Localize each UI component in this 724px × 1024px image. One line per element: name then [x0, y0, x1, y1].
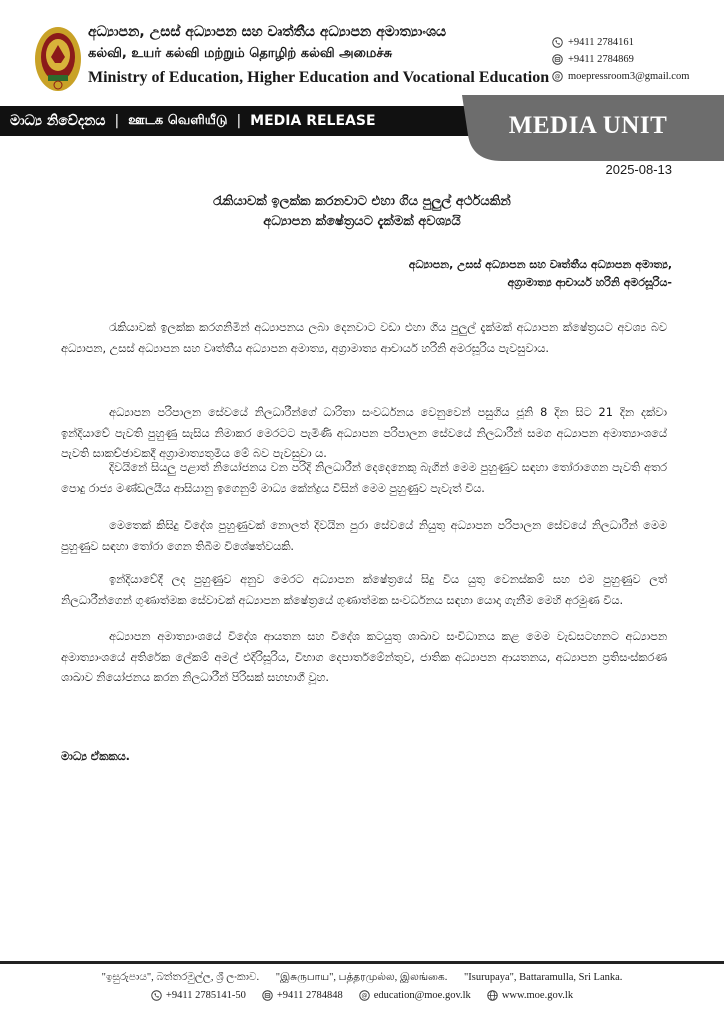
body-paragraph: රැකියාවක් ඉලක්ක කරගනිමින් අධ්‍යාපනය ලබා දෙනවාට වඩා එහා ගිය පුලුල් දැක්මක් අධ්‍යාපන ක්ෂේත්‍රයට අවශ්‍ය බව අධ්‍යාපන, උසස් අධ්‍යාපන සහ වෘත්තීය අධ්‍යාපන අමාත්‍ය, අග්‍රාමාත්‍ය ආචාර්ය හරිනි අමරසූරිය පැවසුවාය. [61, 321, 667, 355]
body-paragraph: අධ්‍යාපන අමාත්‍යාංශයේ විදේශ ආයතන සහ විදේශ කටයුතු ශාඛාව සංවිධානය කළ මෙම වැඩසටහනට අධ්‍යාපන අමාත්‍යාංශයේ අතිරේක ලේකම් අමල් එදිරිසූරිය, විභාග දෙපාර්තමේන්තුව, ජාතික අධ්‍යාපන ආයතනය, අධ්‍යාපන ප්‍රතිසංස්කරණ ශාඛාව නියෝජනය කරන නිලධාරීන් පිරිසක් සහභාගී වූහ. [61, 630, 667, 684]
banner-separator: | [236, 113, 242, 129]
author-line1: අධ්‍යාපන, උසස් අධ්‍යාපන සහ වෘත්තීය අධ්‍යාපන අමාත්‍ය, [408, 258, 672, 271]
release-title-line1: රැකියාවක් ඉලක්ක කරනවාට එහා ගිය පුලුල් අර්ථයකින් [213, 194, 511, 209]
banner-labels [10, 106, 376, 136]
signoff: මාධ්‍ය ඒකකය. [61, 750, 130, 763]
svg-text:@: @ [361, 992, 368, 1000]
fax-icon [552, 54, 563, 65]
release-title-line2: අධ්‍යාපන ක්ෂේත්‍රයට දැක්මක් අවශ්‍යයි [263, 214, 461, 229]
phone-icon [552, 37, 563, 48]
body-paragraph: දිවයිනේ සියලු පළාත් නියෝජනය වන පරිදි නිලධාරීන් දෙදෙනෙකු බැගින් මෙම පුහුණුව සඳහා තෝරාගෙන පැවති අතර පොදු රාජ්‍ය මණ්ඩලයීය ආසියානු ඉගෙනුම් මාධ්‍ය කේන්ද්‍රය විසින් මෙම පුහුණුව පැවැත් විය. [61, 461, 667, 495]
header-email: @ moepressroom3@gmail.com [552, 71, 689, 82]
release-date: 2025-08-13 [605, 162, 672, 177]
footer-address-tamil: "இசுருபாய", பத்தரமுல்ல, இலங்கை. [275, 972, 448, 983]
ministry-name-english: Ministry of Education, Higher Education and Vocational Education [88, 69, 550, 86]
ministry-name-tamil: கல்வி, உயர் கல்வி மற்றும் தொழிற் கல்வி அமைச்சு [88, 46, 393, 61]
national-emblem-icon [33, 25, 83, 93]
footer-phone: +9411 2785141-50 [151, 990, 246, 1001]
letterhead [0, 0, 724, 100]
body-paragraph: ඉන්දියාවේදී ලද පුහුණුව අනුව මෙරට අධ්‍යාපන ක්ෂේත්‍රයේ සිදු විය යුතු වෙනස්කම් සහ එම පුහුණුව ලත් නිලධාරීන්ගෙන් ගුණාත්මක සේවාවක් අධ්‍යාපන ක්ෂේත්‍රයේ ගුණාත්මක සංවර්ධනය සඳහා යොදා ගැනීම මෙහි අරමුණ විය. [61, 573, 667, 607]
header-fax: +9411 2784869 [552, 54, 634, 65]
body-paragraph: අධ්‍යාපන පරිපාලන සේවයේ නිලධාරීන්ගේ ධාරිතා සංවර්ධනය වෙනුවෙන් පසුගිය ජූනි 8 දින සිට 21 දින දක්වා ඉන්දියාවේ පැවති පුහුණු සැසිය නිමාකර මෙරටට පැමිණි අධ්‍යාපන පරිපාලන සේවයේ නිලධාරීන් සමග අධ්‍යාපන අමාත්‍යාංශයේ පැවති සාකච්ඡාවකදී අග්‍රාමාත්‍යතුමිය මේ බව පැවසුවා ය. [61, 406, 667, 460]
body-paragraph: මෙතෙක් කිසිදු විදේශ පුහුණුවක් නොලත් දිවයින පුරා සේවයේ නියුතු අධ්‍යාපන පරිපාලන සේවයේ නිලධාරීන් මෙම පුහුණුව සඳහා තෝරා ගෙන තිබීම විශේෂත්වයකි. [61, 519, 667, 553]
footer-fax: +9411 2784848 [262, 990, 343, 1001]
media-unit-label: MEDIA UNIT [508, 112, 668, 139]
footer-divider [0, 961, 724, 964]
phone-icon [151, 990, 162, 1001]
header-phone: +9411 2784161 [552, 37, 634, 48]
footer-contacts [0, 990, 724, 1001]
email-icon [552, 71, 563, 82]
banner-label-english: MEDIA RELEASE [250, 113, 376, 129]
banner-separator: | [114, 113, 120, 129]
fax-icon [262, 990, 273, 1001]
banner-label-tamil: ஊடக வெளியீடு [128, 113, 228, 128]
email-icon [359, 990, 370, 1001]
footer-web: www.moe.gov.lk [487, 990, 573, 1001]
footer-address-english: "Isurupaya", Battaramulla, Sri Lanka. [463, 972, 623, 983]
author-line2: අග්‍රාමාත්‍ය ආචාර්ය හරිනි අමරසූරිය- [507, 276, 672, 289]
footer-address-sinhala: "ඉසුරුපාය", බත්තරමුල්ල, ශ්‍රී ලංකාව. [101, 972, 260, 983]
globe-icon [487, 990, 498, 1001]
footer-email: @ education@moe.gov.lk [359, 990, 471, 1001]
ministry-name-sinhala: අධ්‍යාපන, උසස් අධ්‍යාපන සහ වෘත්තීය අධ්‍යාපන අමාත්‍යාංශය [88, 24, 447, 40]
footer-address [0, 971, 724, 984]
svg-text:@: @ [554, 73, 561, 81]
banner-label-sinhala: මාධ්‍ය නිවේදනය [10, 113, 106, 129]
